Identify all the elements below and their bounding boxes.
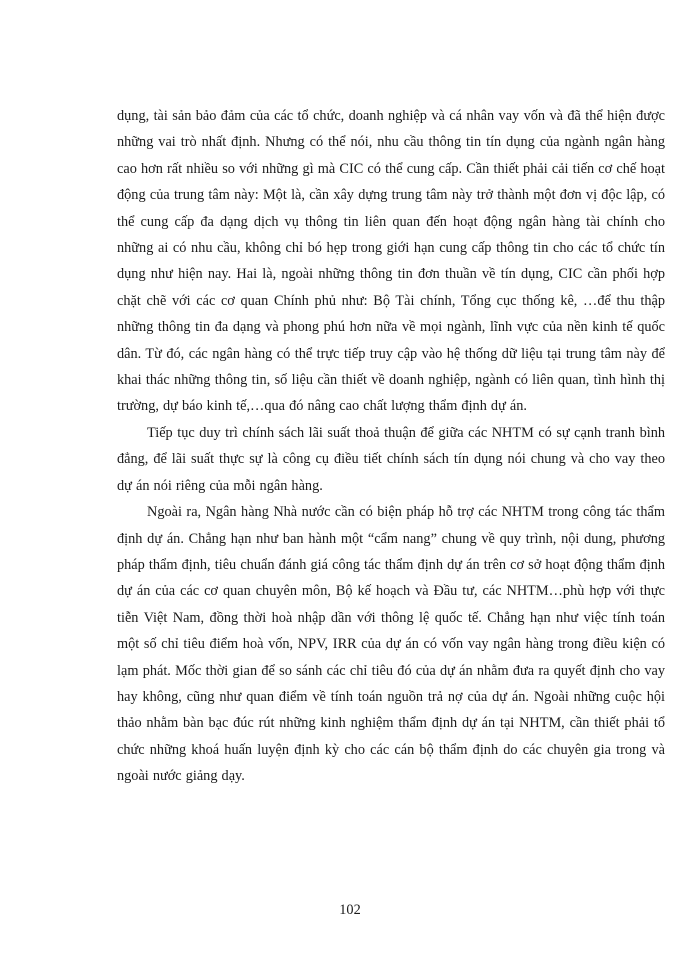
- paragraph: dụng, tài sản bảo đảm của các tổ chức, doanh nghiệp và cá nhân vay vốn và đã thể hiện được những vai trò nhất định. Nhưng có thể nói, nhu cầu thông tin tín dụng của ngành ngân hàng cao hơn rất nhiều so với những gì mà CIC có thể cung cấp. Cần thiết phải cải tiến cơ chế hoạt động của trung tâm này: Một là, cần xây dựng trung tâm này trở thành một đơn vị độc lập, có thể cung cấp đa dạng dịch vụ thông tin liên quan đến hoạt động ngân hàng tài chính cho những ai có nhu cầu, không chỉ bó hẹp trong giới hạn cung cấp thông tin cho các tổ chức tín dụng như hiện nay. Hai là, ngoài những thông tin đơn thuần về tín dụng, CIC cần phối hợp chặt chẽ với các cơ quan Chính phủ như: Bộ Tài chính, Tổng cục thống kê, …để thu thập những thông tin đa dạng và phong phú hơn nữa về mọi ngành, lĩnh vực của nền kinh tế quốc dân. Từ đó, các ngân hàng có thể trực tiếp truy cập vào hệ thống dữ liệu tại trung tâm này để khai thác những thông tin, số liệu cần thiết về doanh nghiệp, ngành có liên quan, tình hình thị trường, dự báo kinh tế,…qua đó nâng cao chất lượng thẩm định dự án.: [117, 108, 665, 415]
- body-text: [117, 103, 665, 790]
- paragraph: Ngoài ra, Ngân hàng Nhà nước cần có biện pháp hỗ trợ các NHTM trong công tác thẩm định dự án. Chẳng hạn như ban hành một “cẩm nang” chung về quy trình, nội dung, phương pháp thẩm định, tiêu chuẩn đánh giá công tác thẩm định dự án trên cơ sở hoạt động thẩm định dự án của các cơ quan chuyên môn, Bộ kế hoạch và Đầu tư, các NHTM…phù hợp với thực tiễn Việt Nam, đồng thời hoà nhập dần với thông lệ quốc tế. Chẳng hạn như việc tính toán một số chỉ tiêu điểm hoà vốn, NPV, IRR của dự án có vốn vay ngân hàng trong điều kiện có lạm phát. Mốc thời gian để so sánh các chỉ tiêu đó của dự án nhằm đưa ra quyết định cho vay hay không, cũng như quan điểm về tính toán nguồn trả nợ của dự án. Ngoài những cuộc hội thảo nhằm bàn bạc đúc rút những kinh nghiệm thẩm định dự án tại NHTM, cần thiết phải tổ chức những khoá huấn luyện định kỳ cho các cán bộ thẩm định do các chuyên gia trong và ngoài nước giảng dạy.: [117, 504, 665, 785]
- paragraph: Tiếp tục duy trì chính sách lãi suất thoả thuận để giữa các NHTM có sự cạnh tranh bình đẳng, để lãi suất thực sự là công cụ điều tiết chính sách tín dụng nói chung và cho vay theo dự án nói riêng của mỗi ngân hàng.: [117, 424, 665, 494]
- page-number: 102: [339, 902, 361, 918]
